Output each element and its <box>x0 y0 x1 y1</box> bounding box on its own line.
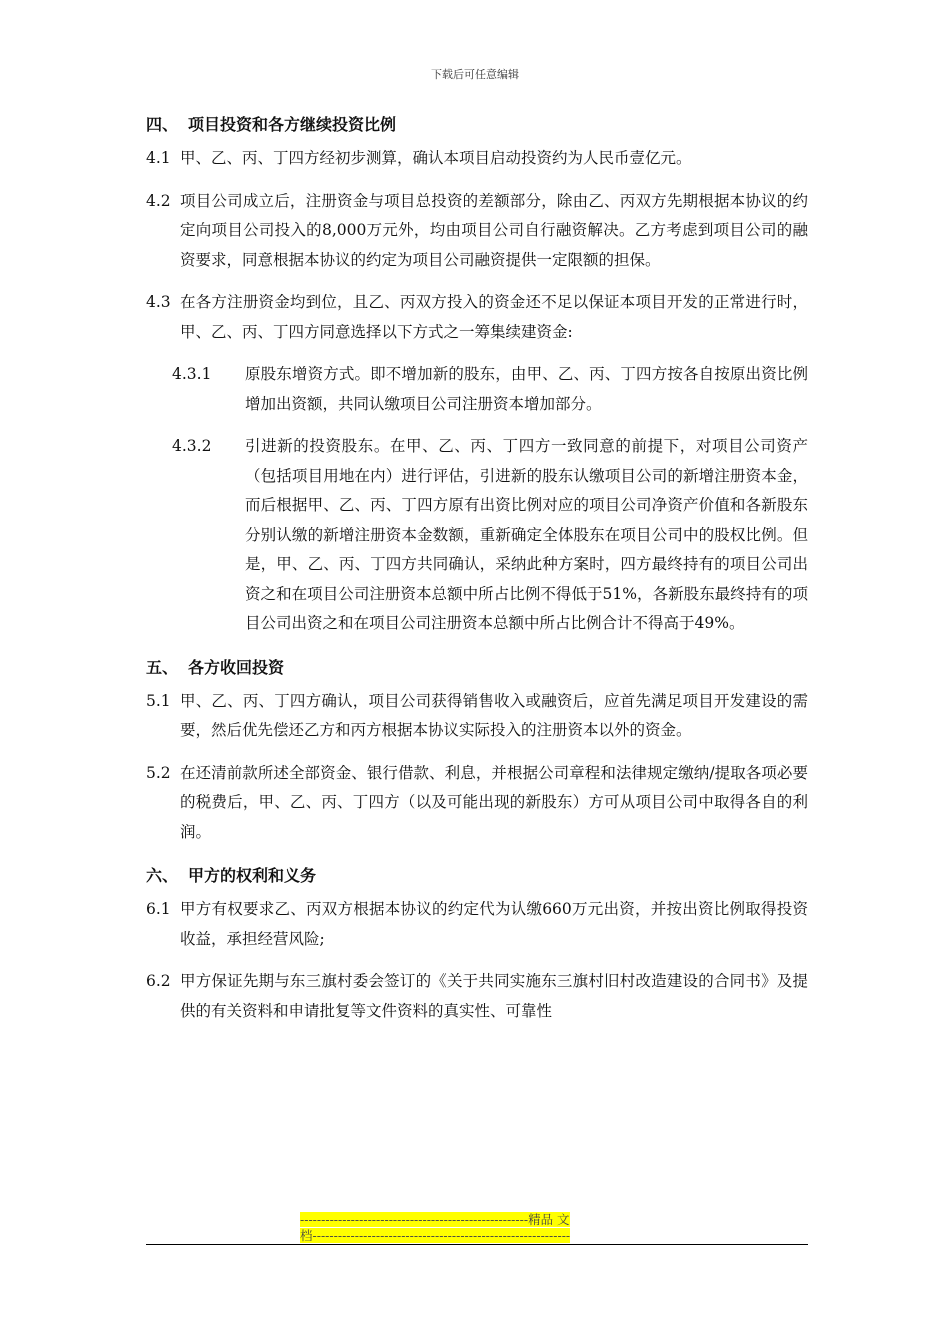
clause-number: 4.1 <box>146 149 171 167</box>
footer-line-2: 档------------------------------------------------------------- <box>300 1228 571 1243</box>
section-heading-4 <box>146 110 808 140</box>
footer-watermark <box>300 1212 650 1244</box>
section-heading-6 <box>146 861 808 891</box>
section-heading-5 <box>146 653 808 683</box>
clause-number: 4.2 <box>146 191 171 210</box>
clause-4-3 <box>146 288 808 347</box>
clause-text: 引进新的投资股东。在甲、乙、丙、丁四方一致同意的前提下，对项目公司资产（包括项目用地在内）进行评估，引进新的股东认缴项目公司的新增注册资本金，而后根据甲、乙、丙、丁四方原有出资比例对应的项目公司净资产价值和各新股东分别认缴的新增注册资本金数额，重新确定全体股东在项目公司中的股权比例。但是，甲、乙、丙、丁四方共同确认，采纳此种方案时，四方最终持有的项目公司出资之和在项目公司注册资本总额中所占比例不得低于51%，各新股东最终持有的项目公司出资之和在项目公司注册资本总额中所占比例合计不得高于49%。 <box>245 437 808 632</box>
clause-5-1 <box>146 687 808 746</box>
clause-number: 5.1 <box>146 691 171 710</box>
section-title: 项目投资和各方继续投资比例 <box>188 115 397 134</box>
section-title: 甲方的权利和义务 <box>188 866 317 885</box>
clause-text: 甲、乙、丙、丁四方确认，项目公司获得销售收入或融资后，应首先满足项目开发建设的需要，然后优先偿还乙方和丙方根据本协议实际投入的注册资本以外的资金。 <box>180 691 808 739</box>
section-number: 五、 <box>146 657 179 677</box>
section-number: 六、 <box>146 866 179 885</box>
clause-4-3-2 <box>146 432 808 639</box>
clause-text: 在各方注册资金均到位，且乙、丙双方投入的资金还不足以保证本项目开发的正常进行时，甲、乙、丙、丁四方同意选择以下方式之一筹集续建资金: <box>180 293 808 341</box>
clause-4-3-1 <box>146 360 808 419</box>
clause-text: 在还清前款所述全部资金、银行借款、利息，并根据公司章程和法律规定缴纳/提取各项必要的税费后，甲、乙、丙、丁四方（以及可能出现的新股东）方可从项目公司中取得各自的利润。 <box>180 763 808 841</box>
clause-number: 6.2 <box>146 972 171 990</box>
clause-number: 4.3 <box>146 293 171 311</box>
clause-number: 4.3.2 <box>172 437 212 455</box>
clause-6-2 <box>146 967 808 1026</box>
page-header: 下载后可任意编辑 <box>431 68 519 81</box>
clause-4-2 <box>146 187 808 276</box>
section-title: 各方收回投资 <box>188 657 285 677</box>
clause-text: 原股东增资方式。即不增加新的股东，由甲、乙、丙、丁四方按各自按原出资比例增加出资额，共同认缴项目公司注册资本增加部分。 <box>245 365 808 413</box>
clause-6-1 <box>146 895 808 954</box>
clause-text: 项目公司成立后，注册资金与项目总投资的差额部分，除由乙、丙双方先期根据本协议的约定向项目公司投入的8,000万元外，均由项目公司自行融资解决。乙方考虑到项目公司的融资要求，同意根据本协议的约定为项目公司融资提供一定限额的担保。 <box>180 191 808 269</box>
document-body <box>146 110 808 1039</box>
clause-text: 甲方有权要求乙、丙双方根据本协议的约定代为认缴660万元出资，并按出资比例取得投资收益，承担经营风险; <box>180 900 808 948</box>
clause-4-1 <box>146 144 808 174</box>
footer-line-1: ------------------------------------------------------精品 文 <box>300 1212 570 1227</box>
footer-divider <box>146 1244 808 1245</box>
section-number: 四、 <box>146 115 179 134</box>
clause-5-2 <box>146 759 808 848</box>
clause-number: 5.2 <box>146 763 171 782</box>
clause-text: 甲方保证先期与东三旗村委会签订的《关于共同实施东三旗村旧村改造建设的合同书》及提供的有关资料和申请批复等文件资料的真实性、可靠性 <box>180 972 808 1020</box>
clause-text: 甲、乙、丙、丁四方经初步测算，确认本项目启动投资约为人民币壹亿元。 <box>180 149 692 167</box>
clause-number: 4.3.1 <box>172 365 212 383</box>
clause-number: 6.1 <box>146 900 171 918</box>
